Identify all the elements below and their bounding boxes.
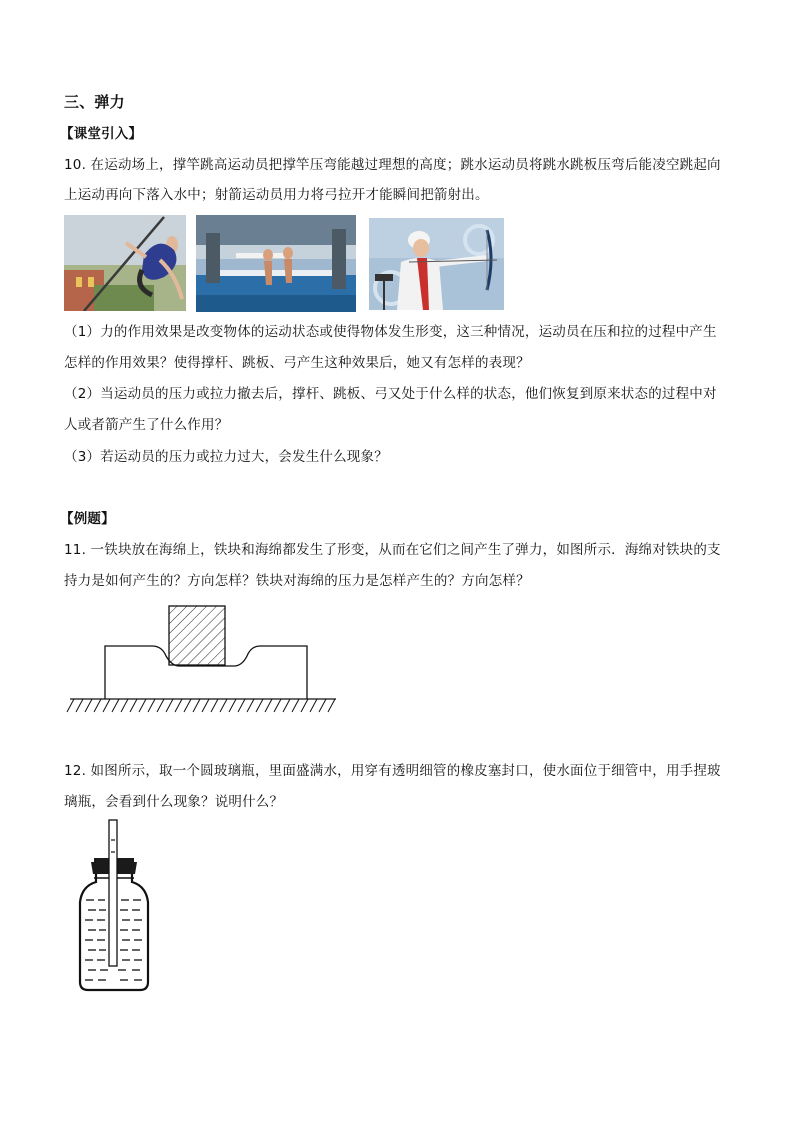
q10-sub3: （3）若运动员的压力或拉力过大，会发生什么现象？ xyxy=(64,449,388,465)
q10-sub1-line1: （1）力的作用效果是改变物体的运动状态或使得物体发生形变，这三种情况，运动员在压和拉的过程中产生 xyxy=(64,324,717,340)
q10-line1: 10. 在运动场上，撑竿跳高运动员把撑竿压弯能越过理想的高度；跳水运动员将跳水跳板压弯后能凌空跳起向 xyxy=(64,157,721,173)
iron-block-sponge-figure xyxy=(64,600,344,720)
q10-sub1-line2: 怎样的作用效果？使得撑杆、跳板、弓产生这种效果后，她又有怎样的表现？ xyxy=(64,355,530,371)
intro-tag: 【课堂引入】 xyxy=(60,126,143,142)
thin-tube xyxy=(109,820,117,966)
pole-vault-photo xyxy=(64,215,186,311)
q12-line1: 12. 如图所示，取一个圆玻璃瓶，里面盛满水，用穿有透明细管的橡皮塞封口，使水面位于细管中，用手捏玻 xyxy=(64,763,721,779)
archery-photo xyxy=(369,218,504,310)
section-title: 三、弹力 xyxy=(64,93,125,111)
q11-line1: 11. 一铁块放在海绵上，铁块和海绵都发生了形变，从而在它们之间产生了弹力，如图所示．海绵对铁块的支 xyxy=(64,542,721,558)
diving-photo xyxy=(196,215,356,312)
example-tag: 【例题】 xyxy=(60,511,115,527)
ground-hatching xyxy=(67,699,335,712)
q11-line2: 持力是如何产生的？方向怎样？铁块对海绵的压力是怎样产生的？方向怎样？ xyxy=(64,573,530,589)
glass-bottle-figure xyxy=(74,818,154,994)
q12-line2: 璃瓶，会看到什么现象？说明什么？ xyxy=(64,794,284,810)
q10-line2: 上运动再向下落入水中；射箭运动员用力将弓拉开才能瞬间把箭射出。 xyxy=(64,187,489,203)
q10-sub2-line2: 人或者箭产生了什么作用？ xyxy=(64,417,229,433)
iron-block-shape xyxy=(169,606,225,665)
q10-sub2-line1: （2）当运动员的压力或拉力撤去后，撑杆、跳板、弓又处于什么样的状态，他们恢复到原来状态的过程中对 xyxy=(64,386,717,402)
